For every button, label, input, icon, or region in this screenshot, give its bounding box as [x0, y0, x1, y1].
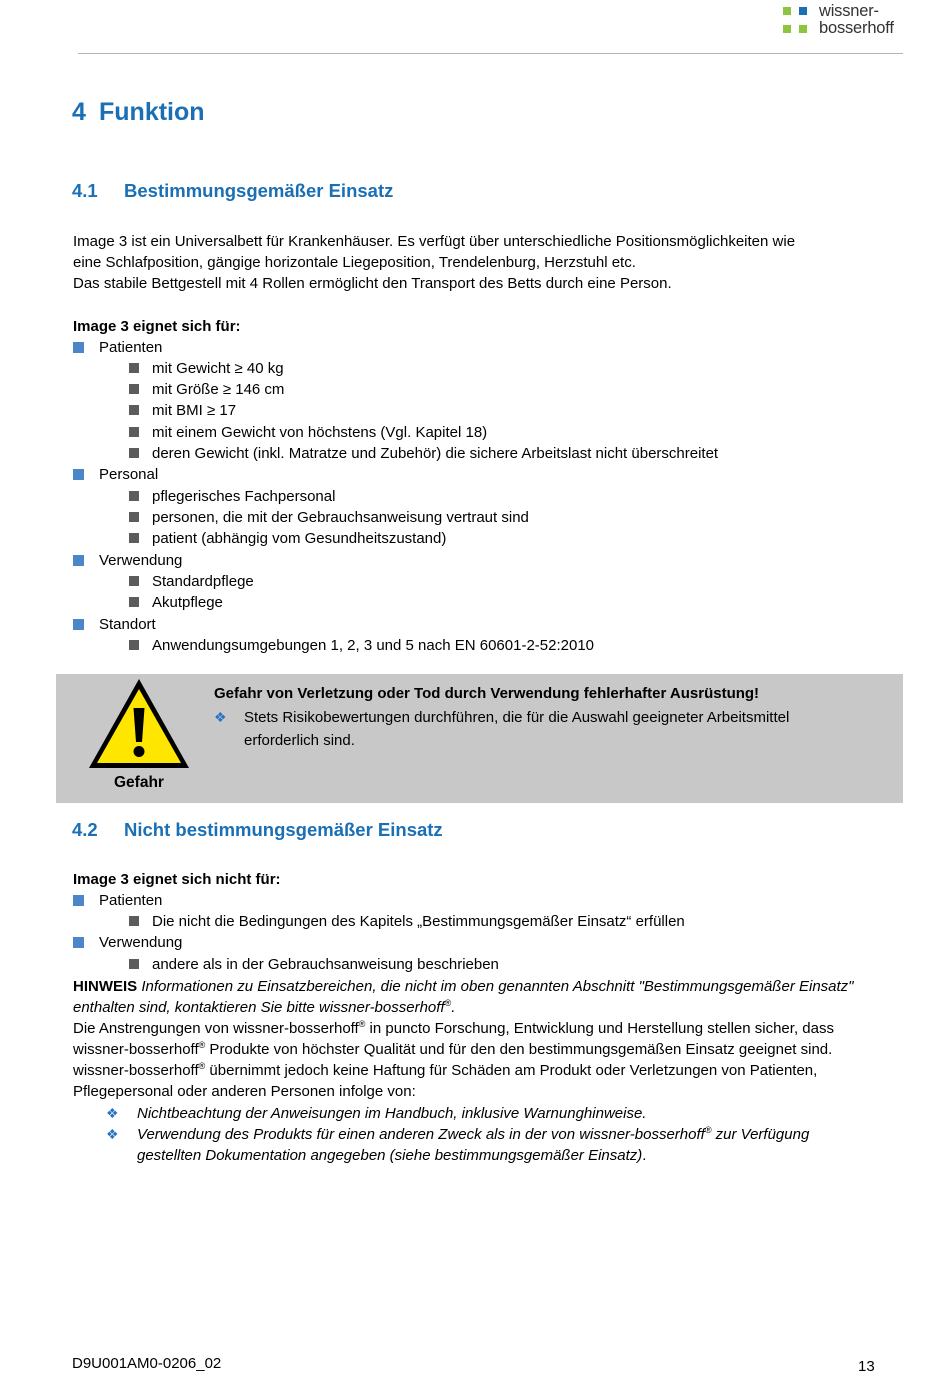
section-heading [72, 98, 205, 127]
list-item-label: pflegerisches Fachpersonal [152, 488, 336, 505]
text-run: übernimmt jedoch keine Haftung für Schäden am Produkt oder Verletzungen von Patienten, Pflegepersonal oder anderen Personen infolge von: [73, 1062, 818, 1100]
bullet-square-icon [129, 959, 139, 969]
registered-mark: ® [198, 1040, 206, 1050]
warning-title: Gefahr von Verletzung oder Tod durch Verwendung fehlerhafter Ausrüstung! [214, 685, 760, 702]
text-run: Produkte von höchster Qualität und für den den bestimmungsgemäßen Einsatz geeignet sind. wissner-bosserhoff [73, 1041, 833, 1079]
subsection-title: Nicht bestimmungsgemäßer Einsatz [124, 819, 443, 840]
bullet-square-icon [129, 427, 139, 437]
list-item-label: Patienten [99, 892, 163, 909]
diamond-bullet-icon: ❖ [214, 709, 227, 725]
bullet-square-icon [129, 363, 139, 373]
company-logo [783, 4, 903, 40]
bullet-square-icon [73, 342, 84, 353]
list-item-label: Anwendungsumgebungen 1, 2, 3 und 5 nach EN 60601-2-52:2010 [152, 637, 595, 654]
not-suitable-heading: Image 3 eignet sich nicht für: [73, 871, 281, 888]
hint-label: HINWEIS [73, 978, 138, 995]
bullet-square-icon [129, 491, 139, 501]
warning-triangle-icon [86, 676, 192, 772]
text-run: Verwendung des Produkts für einen anderen Zweck als in der von wissner-bosserhoff [137, 1126, 705, 1143]
warning-label: Gefahr [114, 774, 164, 791]
bullet-square-icon [73, 895, 84, 906]
text-run: in puncto Forschung, Entwicklung und Herstellung stellen sicher, dass wissner-bosserhoff [73, 1020, 834, 1058]
bullet-square-icon [129, 512, 139, 522]
list-item-label: Personal [99, 466, 159, 483]
section-number: 4 [72, 98, 86, 126]
list-item-label: Die nicht die Bedingungen des Kapitels „Bestimmungsgemäßer Einsatz“ erfüllen [152, 913, 685, 930]
list-item-label: Verwendung [99, 552, 183, 569]
list-item-label: mit einem Gewicht von höchstens (Vgl. Kapitel 18) [152, 424, 488, 441]
hint-text: Informationen zu Einsatzbereichen, die nicht im oben genannten Abschnitt "Bestimmungsgemäßer Einsatz" enthalten sind, kontaktieren Sie bitte wissner-bosserhoff [73, 978, 854, 1016]
list-item-label: Standardpflege [152, 573, 254, 590]
bullet-square-icon [129, 916, 139, 926]
bullet-square-icon [129, 384, 139, 394]
bullet-square-icon [129, 405, 139, 415]
list-item-label: personen, die mit der Gebrauchsanweisung vertraut sind [152, 509, 529, 526]
list-item-label: mit BMI ≥ 17 [152, 402, 237, 419]
logo-text-line1: wissner- [819, 2, 879, 20]
diamond-bullet-icon: ❖ [106, 1126, 119, 1142]
list-item-label: Akutpflege [152, 594, 223, 611]
list-item-label: mit Gewicht ≥ 40 kg [152, 360, 284, 377]
header-divider [78, 53, 903, 54]
bullet-square-icon [129, 576, 139, 586]
warning-text: Stets Risikobewertungen durchführen, die für die Auswahl geeigneter Arbeitsmittel erforderlich sind. [244, 709, 790, 749]
logo-square [783, 7, 791, 15]
text-run: Die Anstrengungen von wissner-bosserhoff [73, 1020, 359, 1037]
list-item-label: deren Gewicht (inkl. Matratze und Zubehör) die sichere Arbeitslast nicht überschreitet [152, 445, 719, 462]
list-item [137, 1124, 867, 1166]
subsection-title: Bestimmungsgemäßer Einsatz [124, 180, 394, 201]
subsection-heading-4-2 [72, 819, 443, 841]
paragraph-line: Das stabile Bettgestell mit 4 Rollen ermöglicht den Transport des Betts durch eine Person. [73, 275, 672, 292]
text-run: . [642, 1147, 647, 1164]
registered-mark: ® [358, 1019, 366, 1029]
diamond-bullet-icon: ❖ [106, 1105, 119, 1121]
bullet-square-icon [129, 640, 139, 650]
text-run: zur Verfügung gestellten Dokumentation angegeben (siehe bestimmungsgemäßer Einsatz) [137, 1126, 810, 1164]
paragraph-line: eine Schlafposition, gängige horizontale Liegeposition, Trendelenburg, Herzstuhl etc. [73, 254, 636, 271]
list-item-label: mit Größe ≥ 146 cm [152, 381, 285, 398]
list-item: Nichtbeachtung der Anweisungen im Handbuch, inklusive Warnunghinweise. [137, 1105, 647, 1122]
bullet-square-icon [73, 619, 84, 630]
list-item-label: Standort [99, 616, 156, 633]
bullet-square-icon [129, 597, 139, 607]
section-title: Funktion [99, 98, 205, 126]
hint-end: . [451, 999, 456, 1016]
registered-mark: ® [704, 1125, 712, 1135]
list-item-label: andere als in der Gebrauchsanweisung beschrieben [152, 956, 499, 973]
registered-mark: ® [444, 998, 452, 1008]
warning-box [56, 674, 903, 803]
document-id: D9U001AM0-0206_02 [72, 1355, 222, 1372]
subsection-number: 4.1 [72, 180, 98, 201]
list-item-label: Verwendung [99, 934, 183, 951]
subsection-heading-4-1 [72, 180, 393, 202]
logo-square [799, 7, 807, 15]
bullet-square-icon [129, 448, 139, 458]
logo-text-line2: bosserhoff [819, 19, 894, 37]
suitable-heading: Image 3 eignet sich für: [73, 318, 241, 335]
paragraph-line: Image 3 ist ein Universalbett für Krankenhäuser. Es verfügt über unterschiedliche Positionsmöglichkeiten wie [73, 233, 796, 250]
subsection-number: 4.2 [72, 819, 98, 840]
bullet-square-icon [73, 937, 84, 948]
bullet-square-icon [129, 533, 139, 543]
logo-square [799, 25, 807, 33]
page-number: 13 [858, 1358, 875, 1375]
list-item-label: patient (abhängig vom Gesundheitszustand) [152, 530, 447, 547]
list-item-label: Patienten [99, 339, 163, 356]
liability-paragraph [73, 1018, 873, 1102]
logo-square [783, 25, 791, 33]
hint-paragraph [73, 976, 873, 1018]
bullet-square-icon [73, 555, 84, 566]
bullet-square-icon [73, 469, 84, 480]
registered-mark: ® [198, 1061, 206, 1071]
